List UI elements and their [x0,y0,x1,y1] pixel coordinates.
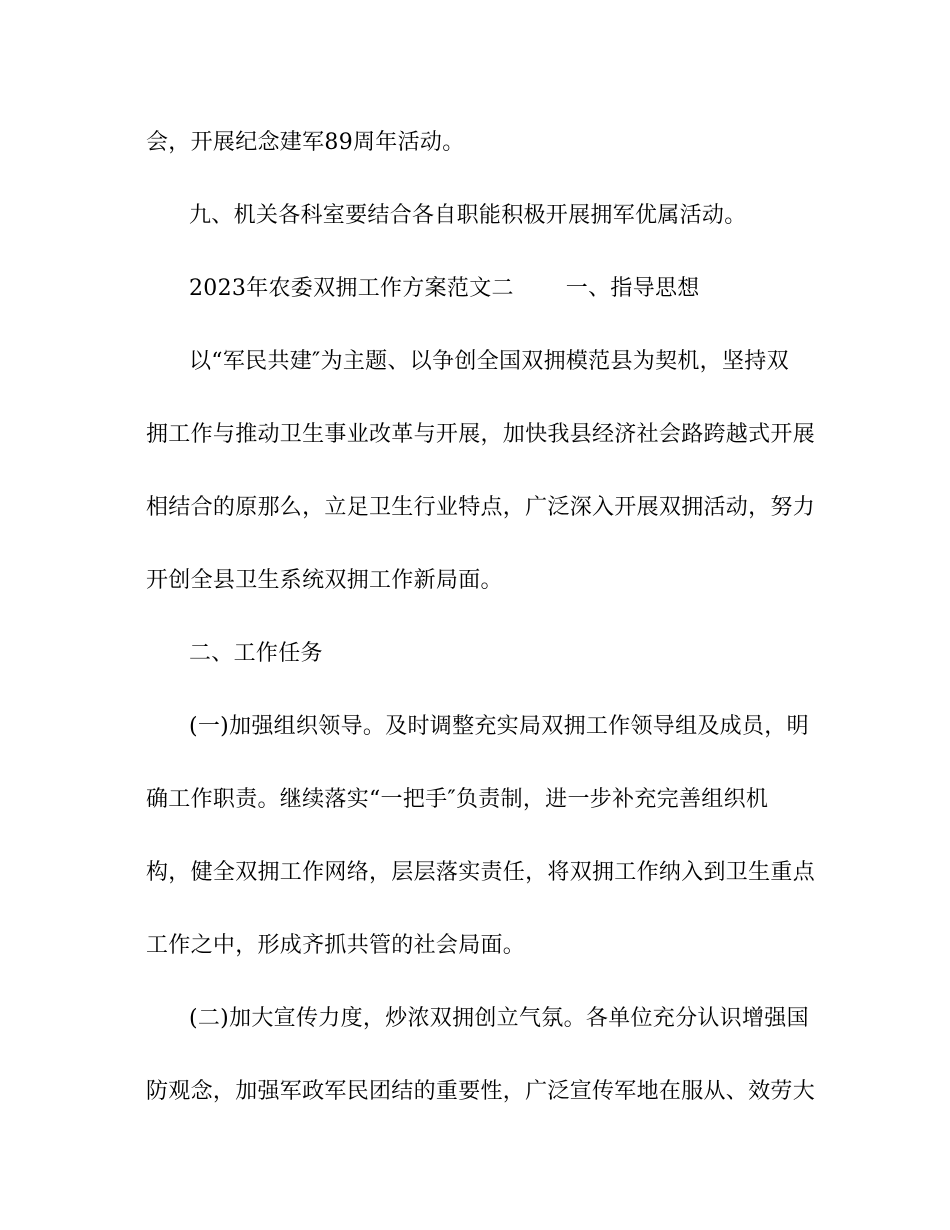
heading-line-3 [189,274,849,304]
text-line-13: (二)加大宣传力度，炒浓双拥创立气氛。各单位充分认识增强国 [189,1006,809,1031]
text-line-2: 九、机关各科室要结合各自职能积极开展拥军优属活动。 [189,203,747,228]
text-line-11: 构，健全双拥工作网络，层层落实责任，将双拥工作纳入到卫生重点 [146,860,816,885]
text-line-12: 工作之中，形成齐抓共管的社会局面。 [146,933,526,958]
subheading: 一、指导思想 [565,276,700,301]
text-line-1: 会，开展纪念建军89周年活动。 [146,130,465,155]
text-line-9: (一)加强组织领导。及时调整充实局双拥工作领导组及成员，明 [189,714,809,739]
text-line-7: 开创全县卫生系统双拥工作新局面。 [146,568,503,593]
text-line-14: 防观念，加强军政军民团结的重要性，广泛宣传军地在服从、效劳大 [146,1079,816,1104]
section-title: 2023年农委双拥工作方案范文二 [189,276,514,301]
text-line-4: 以“军民共建″为主题、以争创全国双拥模范县为契机，坚持双 [189,349,789,374]
text-line-5: 拥工作与推动卫生事业改革与开展，加快我县经济社会路跨越式开展 [146,422,816,447]
heading-line-8: 二、工作任务 [189,641,323,666]
text-line-10: 确工作职责。继续落实“一把手″负责制，进一步补充完善组织机 [146,787,769,812]
text-line-6: 相结合的原那么，立足卫生行业特点，广泛深入开展双拥活动，努力 [146,495,816,520]
